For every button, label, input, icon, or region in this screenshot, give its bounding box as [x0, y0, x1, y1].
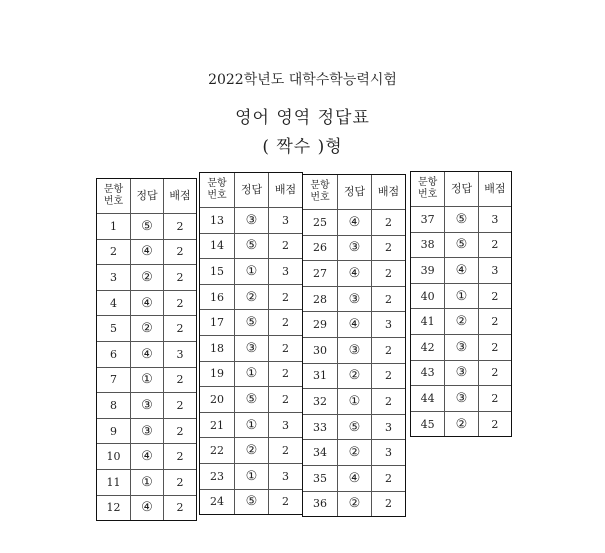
table-row	[411, 309, 512, 335]
answer-mark: ④	[131, 239, 164, 265]
points-value: 2	[478, 334, 511, 360]
points-value: 2	[164, 290, 197, 316]
answer-mark: ②	[338, 440, 372, 466]
points-value: 2	[372, 337, 406, 363]
answer-mark: ④	[445, 258, 478, 284]
question-number: 7	[97, 367, 131, 393]
column-header-answer: 정답	[235, 173, 269, 208]
question-number: 29	[303, 312, 338, 338]
question-number: 16	[200, 284, 235, 310]
table-row	[200, 489, 303, 515]
answer-mark: ②	[445, 309, 478, 335]
answer-mark: ②	[131, 265, 164, 291]
points-value: 2	[164, 239, 197, 265]
points-value: 2	[164, 469, 197, 495]
answer-mark: ①	[235, 259, 269, 285]
answer-mark: ④	[131, 341, 164, 367]
points-value: 2	[269, 361, 303, 387]
points-value: 2	[372, 465, 406, 491]
question-number: 30	[303, 337, 338, 363]
points-value: 3	[372, 440, 406, 466]
points-value: 2	[269, 387, 303, 413]
answer-mark: ④	[338, 465, 372, 491]
points-value: 3	[269, 412, 303, 438]
question-number: 24	[200, 489, 235, 515]
table-row	[303, 414, 406, 440]
question-number: 1	[97, 214, 131, 240]
table-row	[97, 418, 197, 444]
column-header-number-line2: 번호	[418, 189, 438, 200]
points-value: 2	[372, 491, 406, 517]
question-number: 22	[200, 438, 235, 464]
points-value: 2	[164, 418, 197, 444]
table-row	[303, 465, 406, 491]
question-number: 12	[97, 495, 131, 521]
table-row	[200, 412, 303, 438]
column-header-number-line2: 번호	[103, 196, 124, 207]
table-row	[411, 207, 512, 233]
answer-mark: ③	[338, 337, 372, 363]
question-number: 17	[200, 310, 235, 336]
answer-mark: ④	[131, 495, 164, 521]
answer-mark: ①	[131, 469, 164, 495]
answer-mark: ①	[235, 361, 269, 387]
table-row	[97, 341, 197, 367]
question-number: 21	[200, 412, 235, 438]
table-row	[200, 361, 303, 387]
question-number: 37	[411, 207, 445, 233]
points-value: 2	[478, 360, 511, 386]
answer-mark: ④	[131, 290, 164, 316]
points-value: 2	[372, 210, 406, 236]
answer-mark: ③	[131, 393, 164, 419]
points-value: 2	[372, 261, 406, 287]
question-number: 3	[97, 265, 131, 291]
points-value: 3	[164, 341, 197, 367]
points-value: 2	[478, 411, 511, 437]
points-value: 2	[164, 367, 197, 393]
column-header-number	[411, 172, 445, 207]
table-row	[411, 232, 512, 258]
table-row	[97, 316, 197, 342]
answer-mark: ③	[338, 286, 372, 312]
question-number: 18	[200, 335, 235, 361]
answer-mark: ⑤	[235, 387, 269, 413]
table-row	[200, 387, 303, 413]
answer-mark: ③	[445, 386, 478, 412]
column-header-answer: 정답	[445, 172, 478, 207]
answer-sheet-title: 영어 영역 정답표	[235, 108, 370, 128]
table-row	[200, 208, 303, 234]
answer-table-3	[302, 174, 406, 517]
table-row	[303, 261, 406, 287]
question-number: 44	[411, 386, 445, 412]
question-number: 4	[97, 290, 131, 316]
answer-table-2	[199, 172, 303, 515]
answer-mark: ①	[235, 412, 269, 438]
column-header-number-line1: 문항	[103, 184, 124, 195]
column-header-points: 배점	[478, 172, 511, 207]
answer-mark: ①	[235, 463, 269, 489]
question-number: 25	[303, 210, 338, 236]
table-row	[200, 310, 303, 336]
column-header-number-line1: 문항	[207, 178, 227, 189]
points-value: 2	[164, 444, 197, 470]
points-value: 3	[372, 312, 406, 338]
question-number: 5	[97, 316, 131, 342]
question-number: 23	[200, 463, 235, 489]
answer-mark: ⑤	[445, 232, 478, 258]
points-value: 2	[372, 389, 406, 415]
answer-mark: ②	[235, 284, 269, 310]
column-header-number-line1: 문항	[310, 180, 330, 191]
column-header-points: 배점	[372, 175, 406, 210]
question-number: 42	[411, 334, 445, 360]
table-row	[97, 367, 197, 393]
question-number: 6	[97, 341, 131, 367]
table-row	[411, 360, 512, 386]
answer-mark: ②	[338, 491, 372, 517]
points-value: 2	[269, 310, 303, 336]
answer-mark: ⑤	[445, 207, 478, 233]
answer-mark: ⑤	[235, 489, 269, 515]
table-row	[200, 438, 303, 464]
points-value: 2	[478, 386, 511, 412]
question-number: 36	[303, 491, 338, 517]
table-row	[97, 290, 197, 316]
answer-mark: ③	[445, 334, 478, 360]
table-row	[200, 284, 303, 310]
table-row	[97, 393, 197, 419]
answer-mark: ③	[235, 208, 269, 234]
answer-mark: ③	[338, 235, 372, 261]
points-value: 3	[478, 207, 511, 233]
points-value: 2	[478, 283, 511, 309]
question-number: 34	[303, 440, 338, 466]
question-number: 32	[303, 389, 338, 415]
points-value: 2	[269, 233, 303, 259]
points-value: 2	[478, 232, 511, 258]
exam-type-title: ( 짝수 )형	[262, 137, 343, 157]
points-value: 2	[372, 235, 406, 261]
answer-mark: ⑤	[131, 214, 164, 240]
answer-mark: ④	[131, 444, 164, 470]
question-number: 26	[303, 235, 338, 261]
table-row	[303, 337, 406, 363]
table-row	[303, 210, 406, 236]
table-header-row	[303, 175, 406, 210]
question-number: 15	[200, 259, 235, 285]
table-row	[97, 495, 197, 521]
points-value: 3	[478, 258, 511, 284]
table-header-row	[200, 173, 303, 208]
question-number: 35	[303, 465, 338, 491]
question-number: 11	[97, 469, 131, 495]
points-value: 2	[164, 495, 197, 521]
column-header-number	[303, 175, 338, 210]
column-header-number-line2: 번호	[207, 190, 227, 201]
table-row	[97, 444, 197, 470]
points-value: 2	[372, 286, 406, 312]
points-value: 2	[372, 363, 406, 389]
table-row	[97, 214, 197, 240]
table-row	[303, 389, 406, 415]
column-header-number-line1: 문항	[418, 177, 438, 188]
exam-year-title: 2022학년도 대학수학능력시험	[208, 72, 397, 88]
question-number: 39	[411, 258, 445, 284]
points-value: 3	[269, 259, 303, 285]
table-row	[303, 286, 406, 312]
column-header-points: 배점	[164, 179, 197, 214]
table-row	[303, 363, 406, 389]
table-row	[411, 258, 512, 284]
column-header-points: 배점	[269, 173, 303, 208]
question-number: 20	[200, 387, 235, 413]
answer-mark: ④	[338, 312, 372, 338]
points-value: 2	[269, 489, 303, 515]
points-value: 2	[269, 284, 303, 310]
answer-mark: ①	[131, 367, 164, 393]
column-header-answer: 정답	[131, 179, 164, 214]
points-value: 3	[269, 208, 303, 234]
question-number: 28	[303, 286, 338, 312]
answer-mark: ①	[338, 389, 372, 415]
answer-mark: ⑤	[235, 233, 269, 259]
question-number: 31	[303, 363, 338, 389]
points-value: 2	[269, 438, 303, 464]
table-row	[303, 491, 406, 517]
question-number: 9	[97, 418, 131, 444]
question-number: 10	[97, 444, 131, 470]
table-row	[411, 386, 512, 412]
points-value: 2	[164, 214, 197, 240]
answer-mark: ③	[235, 335, 269, 361]
table-row	[200, 463, 303, 489]
points-value: 3	[372, 414, 406, 440]
table-row	[411, 334, 512, 360]
answer-mark: ①	[445, 283, 478, 309]
table-row	[200, 259, 303, 285]
points-value: 2	[164, 316, 197, 342]
table-row	[303, 235, 406, 261]
answer-mark: ②	[235, 438, 269, 464]
column-header-answer: 정답	[338, 175, 372, 210]
question-number: 45	[411, 411, 445, 437]
table-row	[97, 265, 197, 291]
table-row	[303, 312, 406, 338]
question-number: 19	[200, 361, 235, 387]
points-value: 3	[269, 463, 303, 489]
answer-mark: ④	[338, 210, 372, 236]
table-row	[411, 283, 512, 309]
table-row	[97, 469, 197, 495]
points-value: 2	[164, 393, 197, 419]
question-number: 43	[411, 360, 445, 386]
answer-mark: ②	[445, 411, 478, 437]
question-number: 13	[200, 208, 235, 234]
question-number: 41	[411, 309, 445, 335]
table-row	[97, 239, 197, 265]
answer-mark: ③	[131, 418, 164, 444]
question-number: 38	[411, 232, 445, 258]
question-number: 2	[97, 239, 131, 265]
question-number: 27	[303, 261, 338, 287]
answer-mark: ②	[338, 363, 372, 389]
column-header-number	[200, 173, 235, 208]
table-row	[200, 233, 303, 259]
answer-table-1	[96, 178, 197, 521]
question-number: 14	[200, 233, 235, 259]
points-value: 2	[478, 309, 511, 335]
table-row	[200, 335, 303, 361]
column-header-number	[97, 179, 131, 214]
question-number: 8	[97, 393, 131, 419]
points-value: 2	[164, 265, 197, 291]
answer-table-4	[410, 171, 512, 437]
table-row	[411, 411, 512, 437]
column-header-number-line2: 번호	[310, 192, 330, 203]
table-row	[303, 440, 406, 466]
question-number: 33	[303, 414, 338, 440]
answer-mark: ⑤	[235, 310, 269, 336]
answer-mark: ⑤	[338, 414, 372, 440]
table-header-row	[411, 172, 512, 207]
answer-mark: ④	[338, 261, 372, 287]
answer-mark: ②	[131, 316, 164, 342]
points-value: 2	[269, 335, 303, 361]
answer-mark: ③	[445, 360, 478, 386]
table-header-row	[97, 179, 197, 214]
question-number: 40	[411, 283, 445, 309]
